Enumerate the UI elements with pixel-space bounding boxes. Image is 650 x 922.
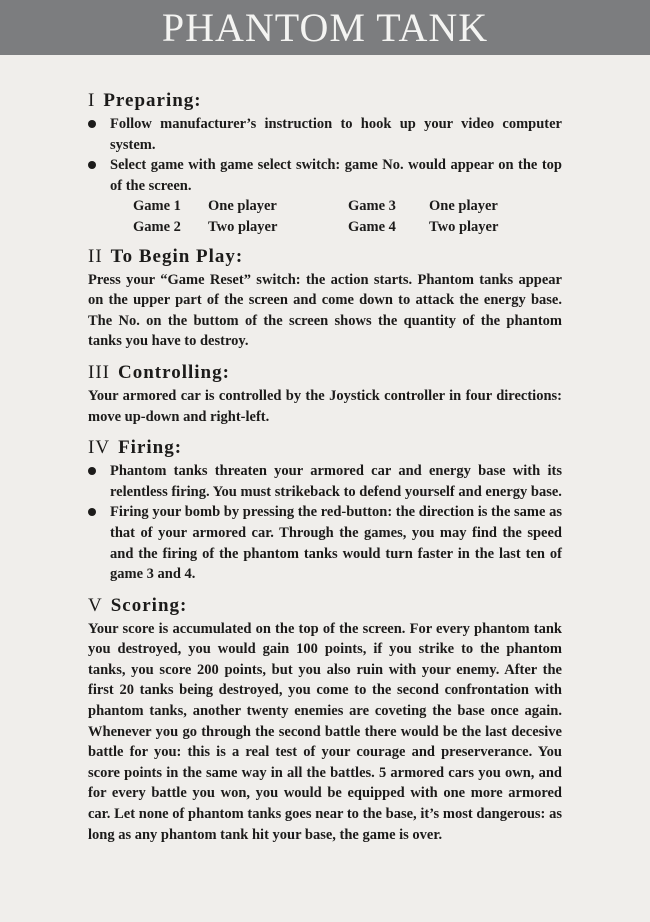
- section-number: III: [88, 361, 110, 383]
- game-number: Game 2: [133, 218, 181, 235]
- section-title: Preparing:: [103, 90, 202, 111]
- scoring-paragraph: Your score is accumulated on the top of the screen. For every phantom tank you destroyed, you would gain 100 points, if you strike to the phantom tanks, you score 200 points, but you also ruin with your enemy. After the first 20 tanks being destroyed, you come to the second confrontation with phantom tanks, another twenty enemies are coveting the base once again. Whenever you go through the second battle there would be the last decesive battle for you: this is a real test of your courage and preserverance. You score points in the same way in all the battles. 5 armored cars you own, and for every battle you won, you would be equipped with one more armored car. Let none of phantom tanks goes near to the base, it’s most dangerous: as long as any phantom tank hit your base, the game is over.: [88, 620, 562, 843]
- section-title: To Begin Play:: [110, 245, 244, 267]
- begin-paragraph: Press your “Game Reset” switch: the action starts. Phantom tanks appear on the upper part of the screen and come down to attack the energy base. The No. on the buttom of the screen shows the quantity of the phantom tanks you have to destroy.: [88, 271, 562, 350]
- game-number: Game 4: [348, 218, 396, 235]
- game-mode: Two player: [429, 218, 499, 235]
- game-mode: One player: [429, 198, 498, 215]
- section-controlling-heading: [88, 360, 562, 386]
- list-item: Phantom tanks threaten your armored car and energy base with its relentless firing. You must strikeback to defend yourself and energy base.: [88, 461, 562, 502]
- section-preparing-heading: [88, 88, 562, 114]
- game-number: Game 3: [348, 198, 396, 215]
- section-scoring-heading: [88, 593, 562, 619]
- section-title: Scoring:: [110, 594, 188, 616]
- preparing-list: [88, 114, 562, 196]
- list-item: Select game with game select switch: game No. would appear on the top of the screen.: [88, 155, 562, 196]
- manual-content: [88, 88, 562, 845]
- section-number: II: [88, 245, 103, 267]
- list-item: Follow manufacturer’s instruction to hook up your video computer system.: [88, 114, 562, 155]
- section-number: I: [88, 90, 96, 111]
- section-number: IV: [88, 437, 111, 459]
- game-select-table: [133, 196, 562, 237]
- game-number: Game 1: [133, 198, 181, 215]
- game-mode: One player: [208, 198, 277, 215]
- list-item: Firing your bomb by pressing the red-button: the direction is the same as that of your armored car. Through the games, you may find the speed and the firing of the phantom tanks would turn faster in the last ten of game 3 and 4.: [88, 502, 562, 584]
- section-number: V: [88, 594, 103, 616]
- section-begin-heading: [88, 244, 562, 270]
- page-header: [0, 0, 650, 55]
- section-firing-heading: [88, 435, 562, 461]
- section-title: Controlling:: [117, 361, 230, 383]
- game-mode: Two player: [208, 218, 278, 235]
- section-title: Firing:: [118, 437, 183, 459]
- firing-list: [88, 461, 562, 585]
- controlling-paragraph: Your armored car is controlled by the Joystick controller in four directions: move up-down and right-left.: [88, 387, 562, 425]
- page-title: PHANTOM TANK: [161, 5, 489, 50]
